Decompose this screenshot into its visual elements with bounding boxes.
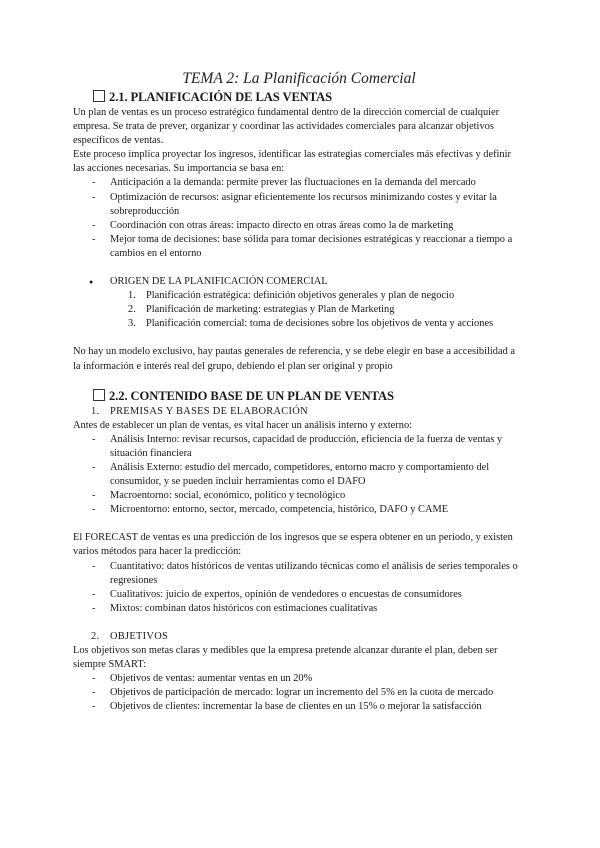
list-item: - Cuantitativo: datos históricos de ventas utilizando técnicas como el análisis de series temporales o regresiones <box>73 560 525 588</box>
origin-heading: ● ORIGEN DE LA PLANIFICACIÓN COMERCIAL <box>73 275 525 289</box>
list-item: - Microentorno: entorno, sector, mercado, competencia, histórico, DAFO y CAME <box>73 503 525 517</box>
paragraph: Antes de establecer un plan de ventas, es vital hacer un análisis interno y externo: <box>73 419 413 431</box>
item-text: Planificación de marketing: estrategias y Plan de Marketing <box>146 304 395 316</box>
list-item: - Mejor toma de decisiones: base sólida para tomar decisiones estratégicas y reaccionar a tiempo a cambios en el entorno <box>73 233 525 261</box>
section-heading-contenido <box>93 388 525 404</box>
paragraph: Este proceso implica proyectar los ingresos, identificar las estrategias comerciales más efectivas y definir las acciones necesarias. Su importancia se basa en: <box>73 149 511 175</box>
paragraph: No hay un modelo exclusivo, hay pautas generales de referencia, y se debe elegir en base a accesibilidad a la información e interés real del grupo, debiendo el plan ser original y propio <box>73 346 515 372</box>
item-text: Planificación estratégica: definición objetivos generales y plan de negocio <box>146 290 455 302</box>
list-item: - Macroentorno: social, económico, político y tecnológico <box>73 489 525 503</box>
importance-list <box>73 176 525 261</box>
section-heading-text: 2.2. CONTENIDO BASE DE UN PLAN DE VENTAS <box>109 388 394 403</box>
paragraph: Los objetivos son metas claras y medibles que la empresa pretende alcanzar durante el plan, deben ser siempre SMART: <box>73 645 498 671</box>
list-item: - Anticipación a la demanda: permite prever las fluctuaciones en la demanda del mercado <box>73 176 525 190</box>
list-item: - Optimización de recursos: asignar eficientemente los recursos minimizando costes y evitar la sobreproducción <box>73 191 525 219</box>
document-title: TEMA 2: La Planificación Comercial <box>182 70 416 87</box>
list-item <box>73 317 525 331</box>
section-heading-text: 2.1. PLANIFICACIÓN DE LAS VENTAS <box>109 90 333 104</box>
list-item: - Objetivos de clientes: incrementar la base de clientes en un 15% o mejorar la satisfacción <box>73 700 525 714</box>
forecast-methods-list <box>73 560 525 616</box>
document-page <box>73 70 525 714</box>
item-number: 2. <box>91 630 100 642</box>
list-item <box>73 289 525 303</box>
list-item: - Objetivos de ventas: aumentar ventas en un 20% <box>73 672 525 686</box>
checkbox-icon <box>93 389 105 401</box>
list-item: - Mixtos: combinan datos históricos con estimaciones cualitativas <box>73 602 525 616</box>
list-item <box>73 303 525 317</box>
item-number: 2. <box>128 304 136 316</box>
list-item: - Cualitativos: juicio de expertos, opinión de vendedores o encuestas de consumidores <box>73 588 525 602</box>
subsection-label: PREMISAS Y BASES DE ELABORACIÓN <box>110 405 308 417</box>
item-number: 3. <box>128 318 136 330</box>
section-heading-planificacion <box>93 89 525 105</box>
list-item: - Análisis Interno: revisar recursos, capacidad de producción, eficiencia de la fuerza de ventas y situación financiera <box>73 433 525 461</box>
paragraph: El FORECAST de ventas es una predicción de los ingresos que se espera obtener en un periodo, y existen varios métodos para hacer la predicción: <box>73 532 513 558</box>
list-item: - Objetivos de participación de mercado: lograr un incremento del 5% en la cuota de mercado <box>73 686 525 700</box>
subsection-heading-objetivos <box>73 630 525 644</box>
list-item: - Análisis Externo: estudio del mercado, competidores, entorno macro y comportamiento del consumidor, y se pueden incluir herramientas como el DAFO <box>73 461 525 489</box>
origin-list <box>73 289 525 331</box>
list-item: - Coordinación con otras áreas: impacto directo en otras áreas como la de marketing <box>73 219 525 233</box>
subsection-label: OBJETIVOS <box>110 630 169 642</box>
analysis-list <box>73 433 525 518</box>
item-text: Planificación comercial: toma de decisiones sobre los objetivos de venta y acciones <box>146 318 494 330</box>
checkbox-icon <box>93 90 105 102</box>
item-number: 1. <box>128 290 136 302</box>
item-number: 1. <box>91 405 100 417</box>
objectives-list <box>73 672 525 714</box>
paragraph: Un plan de ventas es un proceso estratégico fundamental dentro de la dirección comercial de cualquier empresa. Se trata de prever, organizar y coordinar las actividades comerciales para alcanzar objetivos específicos de ventas. <box>73 107 500 147</box>
subsection-heading-premisas <box>73 405 525 419</box>
